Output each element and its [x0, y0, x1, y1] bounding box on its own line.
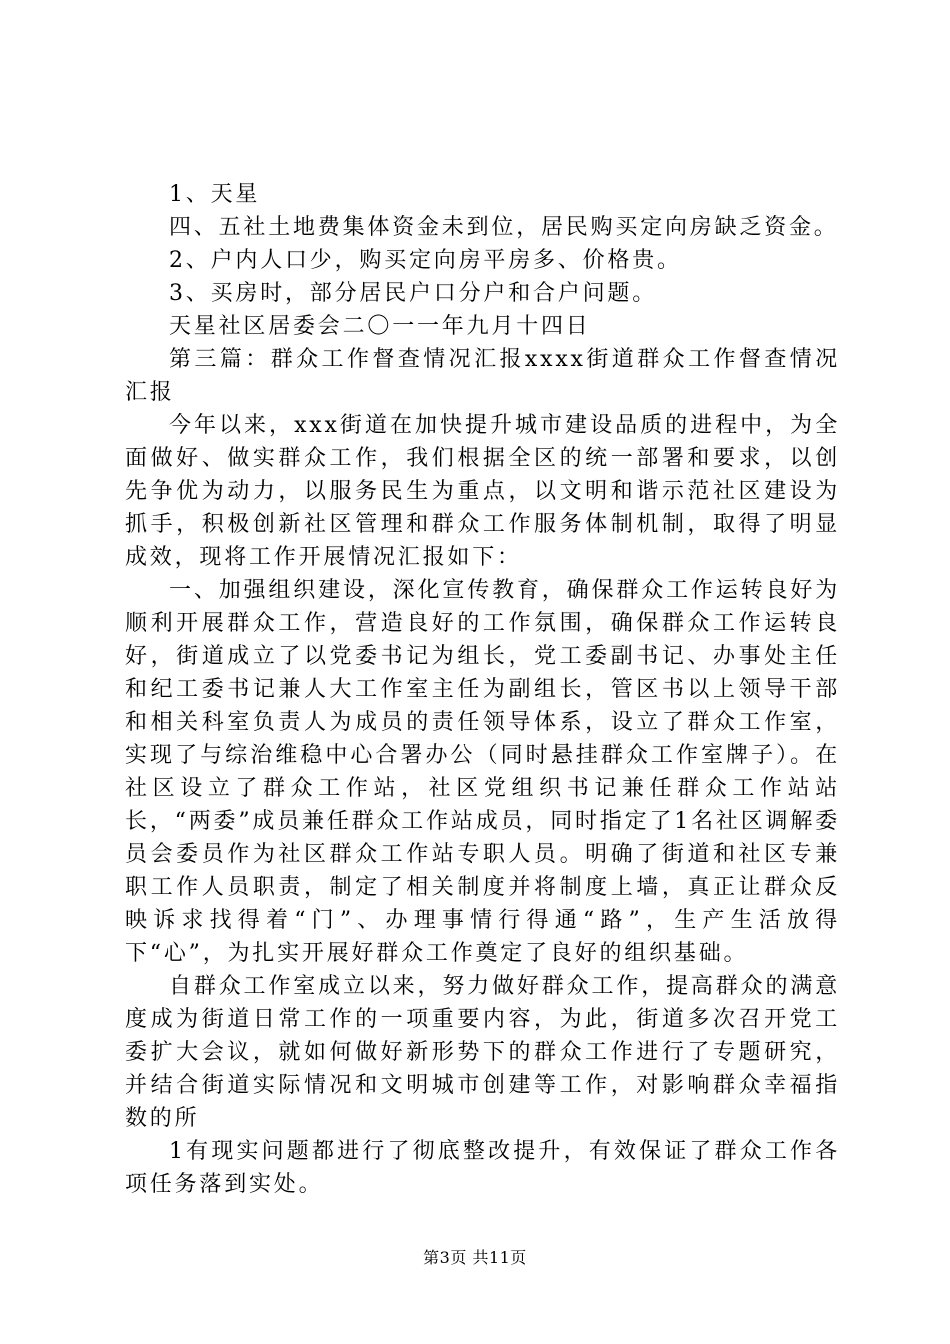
page-footer — [0, 1245, 950, 1268]
document-body — [125, 178, 840, 1201]
paragraph: 四、五社土地费集体资金未到位，居民购买定向房缺乏资金。 — [169, 215, 839, 240]
paragraph: 自群众工作室成立以来，努力做好群众工作，提高群众的满意度成为街道日常工作的一项重要内容，为此，街道多次召开党工委扩大会议，就如何做好新形势下的群众工作进行了专题研究，并结合街道实际情况和文明城市创建等工作，对影响群众幸福指数的所 — [125, 974, 840, 1131]
paragraph: 3、买房时，部分居民户口分户和合户问题。 — [169, 281, 657, 306]
signature-line: 天星社区居委会二〇一一年九月十四日 — [169, 314, 591, 339]
paragraph: 今年以来，xxx街道在加快提升城市建设品质的进程中，为全面做好、做实群众工作，我们根据全区的统一部署和要求，以创先争优为动力，以服务民生为重点，以文明和谐示范社区建设为抓手，积极创新社区管理和群众工作服务体制机制，取得了明显成效，现将工作开展情况汇报如下： — [125, 413, 840, 570]
paragraph: 2、户内人口少，购买定向房平房多、价格贵。 — [169, 248, 682, 273]
page-number: 第3页 共11页 — [423, 1248, 527, 1267]
paragraph: 1有现实问题都进行了彻底整改提升，有效保证了群众工作各项任务落到实处。 — [125, 1139, 840, 1197]
paragraph: 一、加强组织建设，深化宣传教育，确保群众工作运转良好为顺利开展群众工作，营造良好的工作氛围，确保群众工作运转良好，街道成立了以党委书记为组长，党工委副书记、办事处主任和纪工委书记兼人大工作室主任为副组长，管区书以上领导干部和相关科室负责人为成员的责任领导体系，设立了群众工作室，实现了与综治维稳中心合署办公（同时悬挂群众工作室牌子）。在社区设立了群众工作站，社区党组织书记兼任群众工作站站长，“两委”成员兼任群众工作站成员，同时指定了1名社区调解委员会委员作为社区群众工作站专职人员。明确了街道和社区专兼职工作人员职责，制定了相关制度并将制度上墙，真正让群众反映诉求找得着“门”、办理事情行得通“路”，生产生活放得下“心”，为扎实开展好群众工作奠定了良好的组织基础。 — [125, 578, 840, 966]
section-title: 第三篇：群众工作督查情况汇报xxxx街道群众工作督查情况汇报 — [125, 347, 840, 405]
paragraph: 1、天星 — [169, 182, 261, 207]
